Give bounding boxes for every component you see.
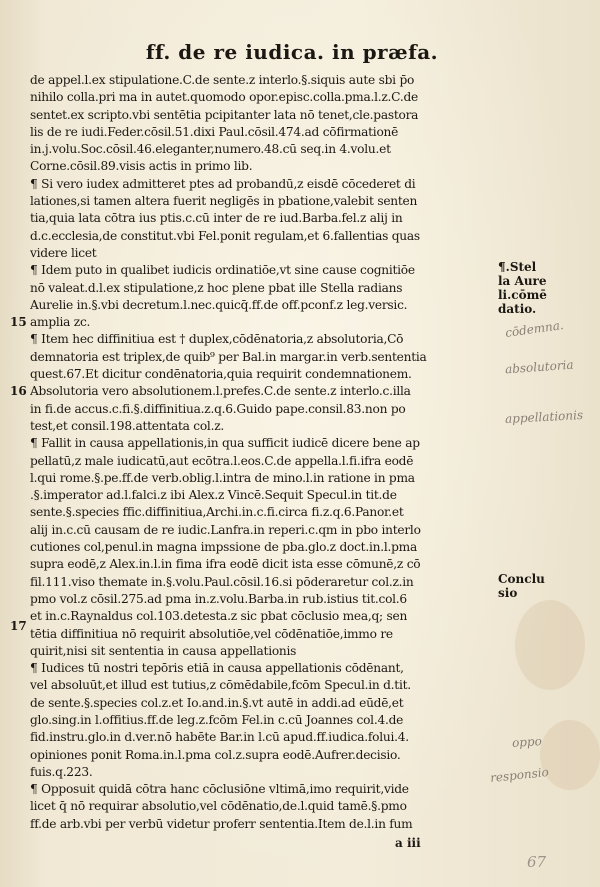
side-note-line: datio. [498,302,537,316]
text-line: fil.111.viso themate in.§.volu.Paul.cōsil.16.si pōderaretur col.z.in [30,574,414,589]
text-line: cutiones col,penul.in magna impssione de pba.glo.z doct.in.l.pma [30,540,417,555]
handwritten-note: responsio [489,764,550,786]
text-line: .§.imperator ad.l.falci.z ibi Alex.z Vincē.Sequit Specul.in tit.de [30,488,397,503]
running-head: ff. de re iudica. in præfa. [145,40,439,64]
section-number: 15 [10,315,27,329]
handwritten-note: appellationis [504,407,584,427]
text-line: fid.instru.glo.in d.ver.nō habēte Bar.in l.cū apud.ff.iudica.folui.4. [30,730,409,745]
text-line: Absolutoria vero absolutionem.l.prefes.C.de sente.z interlo.c.illa [30,384,411,399]
text-line: d.c.ecclesia,de constitut.vbi Fel.ponit regulam,et 6.fallentias quas [30,228,420,243]
text-line: test,et consil.198.attentata col.z. [30,418,224,433]
text-line: in fi.de accus.c.fi.§.diffinitiua.z.q.6.Guido pape.consil.83.non po [30,401,406,416]
text-line: de sente.§.species col.z.et Io.and.in.§.vt autē in addi.ad eūdē,et [30,695,404,710]
side-note-line: la Aure [498,274,547,288]
side-note-conclusio [498,572,598,600]
paper-stain [540,720,600,790]
text-line: l.qui rome.§.pe.ff.de verb.oblig.l.intra de mino.l.in ratione in pma [30,470,415,485]
text-line: Aurelie in.§.vbi decretum.l.nec.quicq̄.ff.de off.pconf.z leg.versic. [30,297,408,312]
side-note-line: ¶.Stel [498,260,537,274]
text-line: lationes,si tamen altera fuerit negligēs in pbatione,valebit senten [30,194,418,209]
side-note-line: Conclu [498,572,545,586]
text-line: amplia zc. [30,315,91,330]
text-line: opiniones ponit Roma.in.l.pma col.z.supra eodē.Aufrer.decisio. [30,747,401,762]
text-line: vel absoluūt,et illud est tutius,z cōmēdabile,fcōm Specul.in d.tit. [30,678,411,693]
text-line: Corne.cōsil.89.visis actis in primo lib. [30,159,253,174]
paper-stain [515,600,585,690]
text-line: et in.c.Raynaldus col.103.detesta.z sic pbat cōclusio mea,q; sen [30,609,408,624]
main-text-column [10,72,500,833]
text-line: ff.de arb.vbi per verbū videtur proferr sententia.Item de.l.in fum [30,816,413,831]
text-line: fuis.q.223. [30,764,93,779]
text-line: quest.67.Et dicitur condēnatoria,quia requirit condemnationem. [30,367,412,382]
text-line: ¶ Iudices tū nostri tepōris etiā in causa appellationis cōdēnant, [30,661,404,676]
side-note-stella [498,260,598,316]
signature-mark: a iii [395,836,421,850]
text-line: lis de re iudi.Feder.cōsil.51.dixi Paul.cōsil.474.ad cōfirmationē [30,124,399,139]
text-line: ¶ Si vero iudex admitteret ptes ad probandū,z eisdē cōcederet di [30,176,416,191]
handwritten-note: absolutoria [504,357,574,377]
folio-number: 67 [527,853,547,871]
handwritten-note: oppo [511,733,543,751]
side-note-line: li.cōmē [498,288,547,302]
text-line: demnatoria est triplex,de quib⁹ per Bal.in margar.in verb.sententia [30,349,427,364]
text-line: pellatū,z male iudicatū,aut ecōtra.l.eos.C.de appella.l.fi.ifra eodē [30,453,414,468]
text-line: glo.sing.in l.offitius.ff.de leg.z.fcōm Fel.in c.cū Joannes col.4.de [30,712,404,727]
text-line: ¶ Idem puto in qualibet iudicis ordinatiōe,vt sine cause cognitiōe [30,263,415,278]
text-line: supra eodē,z Alex.in.l.in fima ifra eodē dicit ista esse cōmunē,z cō [30,557,421,572]
text-line: ¶ Item hec diffinitiua est † duplex,cōdēnatoria,z absolutoria,Cō [30,332,404,347]
text-line: de appel.l.ex stipulatione.C.de sente.z interlo.§.siquis aute sbi p̄o [30,73,415,87]
side-note-line: sio [498,586,518,600]
text-line: in.j.volu.Soc.cōsil.46.eleganter,numero.48.cū seq.in 4.volu.et [30,142,391,157]
section-number: 17 [10,619,27,633]
text-line: videre licet [30,245,97,260]
section-number: 16 [10,384,27,398]
text-line: ¶ Opposuit quidā cōtra hanc cōclusiōne vltimā,imo requirit,vide [30,782,409,797]
text-line: nō valeat.d.l.ex stipulatione,z hoc plene pbat ille Stella radians [30,280,403,295]
text-line: licet q̄ nō requirar absolutio,vel cōdēnatio,de.l.quid tamē.§.pmo [30,799,407,814]
text-line: tētia diffinitiua nō requirit absolutiōe,vel cōdēnatiōe,immo re [30,626,393,641]
text-line: pmo vol.z cōsil.275.ad pma in.z.volu.Barba.in rub.istius tit.col.6 [30,591,407,606]
text-line: sentet.ex scripto.vbi sentētia pcipitanter lata nō tenet,cle.pastora [30,107,419,122]
text-line: nihilo colla.pri ma in autet.quomodo opor.episc.colla.pma.l.z.C.de [30,90,418,105]
text-line: tia,quia lata cōtra ius ptis.c.cū inter de re iud.Barba.fel.z alij in [30,211,403,226]
text-line: ¶ Fallit in causa appellationis,in qua sufficit iudicē dicere bene ap [30,436,420,451]
text-line: alij in.c.cū causam de re iudic.Lanfra.in reperi.c.qm in pbo interlo [30,522,421,537]
text-line: sente.§.species ffic.diffinitiua,Archi.in.c.fi.circa fi.z.q.6.Panor.et [30,505,404,520]
handwritten-note: cōdemna. [504,317,565,341]
text-line: quirit,nisi sit sententia in causa appellationis [30,643,297,658]
